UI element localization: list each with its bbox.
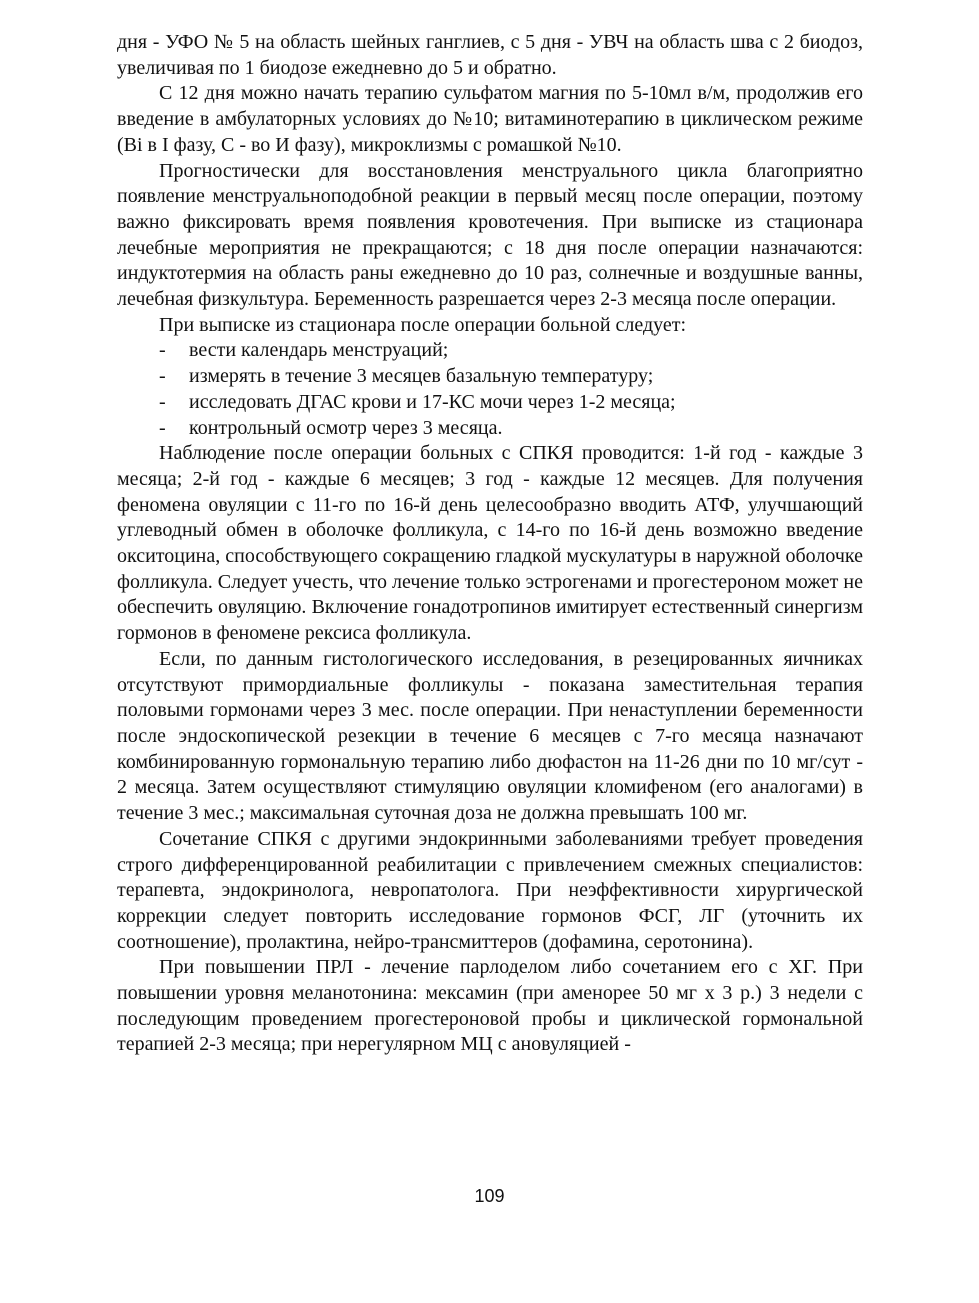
page-number: 109 (474, 1186, 505, 1206)
paragraph-continuation: дня - УФО № 5 на область шейных ганглиев, с 5 дня - УВЧ на область шва с 2 биодоз, увеличивая по 1 биодозе ежедневно до 5 и обратно. (117, 31, 863, 79)
list-item (117, 364, 863, 390)
list-item-text: вести календарь менструаций; (189, 339, 449, 362)
list-item (117, 390, 863, 416)
discharge-recommendations-list (117, 338, 863, 441)
paragraph-prognosis: Прогностически для восстановления менструального цикла благоприятно появление менструальноподобной реакции в первый месяц после операции, поэтому важно фиксировать время появления кровотечения. При выписке из стационара лечебные мероприятия не прекращаются; с 18 дня после операции назначаются: индуктотермия на область раны ежедневно до 10 раз, солнечные и воздушные ванны, лечебная физкультура. Беременность разрешается через 2-3 месяца после операции. (117, 159, 863, 311)
list-dash: - (159, 390, 166, 413)
paragraph-comorbidity: Сочетание СПКЯ с другими эндокринными заболеваниями требует проведения строго дифференцированной реабилитации с привлечением смежных специалистов: терапевта, эндокринолога, невропатолога. При неэффективности хирургической коррекции следует повторить исследование гормонов ФСГ, ЛГ (уточнить их соотношение), пролактина, нейро-трансмиттеров (дофамина, серотонина). (117, 827, 863, 953)
paragraph-observation: Наблюдение после операции больных с СПКЯ проводится: 1-й год - каждые 3 месяца; 2-й год - каждые 6 месяцев; 3 год - каждые 12 месяцев. Для получения феномена овуляции с 11-го по 16-й день целесообразно вводить АТФ, улучшающий углеводный обмен в оболочке фолликула, с 14-го по 16-й день возможно введение окситоцина, способствующего сокращению гладкой мускулатуры в наружной оболочке фолликула. Следует учесть, что лечение только эстрогенами и прогестероном может не обеспечить овуляцию. Включение гонадотропинов имитирует естественный синергизм гормонов в феномене рексиса фолликула. (117, 442, 864, 645)
list-item-text: исследовать ДГАС крови и 17-КС мочи через 1-2 месяца; (189, 390, 676, 413)
list-item (117, 416, 863, 442)
list-item (117, 338, 863, 364)
list-item-text: контрольный осмотр через 3 месяца. (189, 416, 503, 439)
paragraph-histology: Если, по данным гистологического исследования, в резецированных яичниках отсутствуют примордиальные фолликулы - показана заместительная терапия половыми гормонами через 3 мес. после операции. При ненаступлении беременности после эндоскопической резекции в течение 6 месяцев с 7-го месяца назначают комбинированную гормональную терапию либо дюфастон на 11-26 дни по 10 мг/сут - 2 месяца. Затем осуществляют стимуляцию овуляции кломифеном (его аналогами) в течение 3 мес.; максимальная суточная доза не должна превышать 100 мг. (117, 647, 863, 825)
list-dash: - (159, 416, 166, 439)
paragraph-discharge-intro: При выписке из стационара после операции больной следует: (159, 313, 687, 336)
list-dash: - (159, 365, 166, 388)
document-page (117, 30, 863, 1058)
paragraph-magnesium-therapy: С 12 дня можно начать терапию сульфатом магния по 5-10мл в/м, продолжив его введение в амбулаторных условиях до №10; витаминотерапию в циклическом режиме (Bi в I фазу, С - во И фазу), микроклизмы с ромашкой №10. (117, 82, 863, 156)
list-item-text: измерять в течение 3 месяцев базальную температуру; (189, 365, 654, 388)
list-dash: - (159, 339, 166, 362)
paragraph-prolactin: При повышении ПРЛ - лечение парлоделом либо сочетанием его с ХГ. При повышении уровня меланотонина: мексамин (при аменорее 50 мг х 3 р.) 3 недели с последующим проведением прогестероновой пробы и циклической гормональной терапией 2-3 месяца; при нерегулярном МЦ с ановуляцией - (117, 956, 863, 1056)
